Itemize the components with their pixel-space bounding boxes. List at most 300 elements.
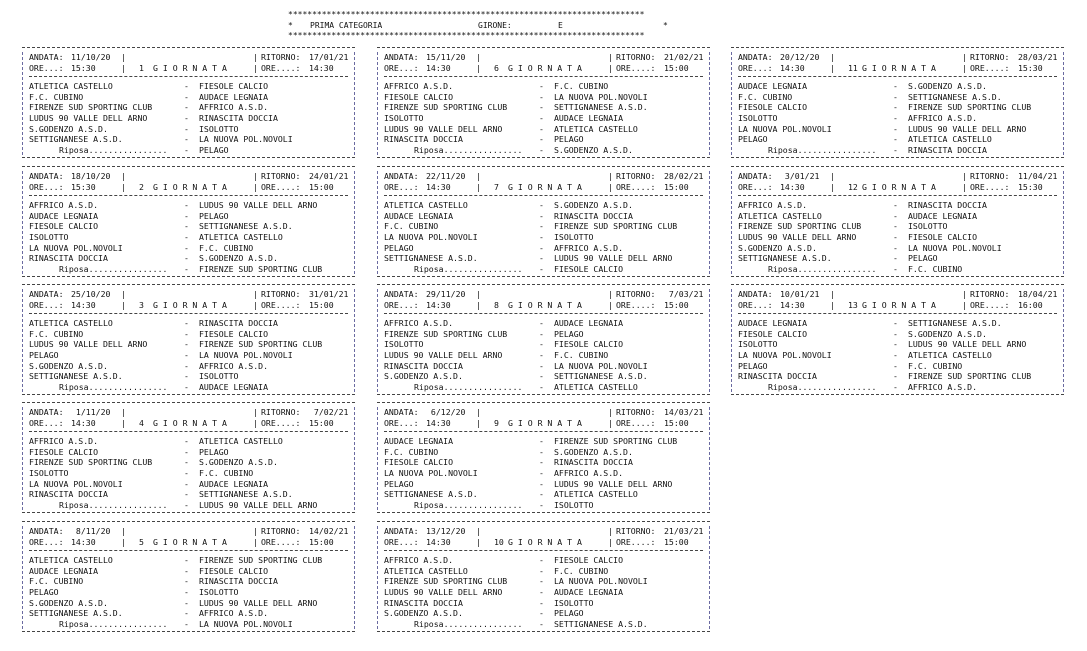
separator-glyph: | [476,536,481,547]
riposa-label: Riposa................ [768,263,877,274]
home-team: LUDUS 90 VALLE DELL ARNO [384,586,503,597]
riposa-row [29,145,348,156]
round-dates-row [738,52,1057,63]
separator-glyph: - [539,210,544,221]
separator-glyph: - [893,112,898,123]
home-team: ISOLOTTO [738,112,778,123]
round-card [731,44,1064,158]
home-team: FIRENZE SUD SPORTING CLUB [738,221,862,232]
andata-date: 6/12/20 [426,407,466,417]
ritorno-label: RITORNO: [261,526,301,536]
separator-glyph: - [539,597,544,608]
giornata-label: G I O R N A T A [508,62,582,73]
match-row [384,350,703,361]
match-row [738,253,1057,264]
ore-andata-label: ORE...: [29,181,64,192]
separator-glyph: - [539,499,544,510]
home-team: PELAGO [738,360,768,371]
round-number: 11 [848,62,858,73]
header-separator [29,195,348,196]
match-row [384,329,703,340]
round-dates-row [29,52,348,63]
separator-glyph: | [608,52,613,62]
riposa-label: Riposa................ [59,499,168,510]
home-team: RINASCITA DOCCIA [738,371,817,382]
away-team: FIRENZE SUD SPORTING CLUB [554,221,678,232]
girone-value: E [558,20,563,30]
riposa-label: Riposa................ [59,381,168,392]
away-team: AFFRICO A.S.D. [554,242,624,253]
separator-glyph: - [539,144,544,155]
away-team: SETTIGNANESE A.S.D. [908,91,1002,102]
giornata-label: G I O R N A T A [153,417,227,428]
match-row [384,566,703,577]
round-card-body [377,52,710,155]
match-row [29,608,348,619]
away-team: RINASCITA DOCCIA [199,576,278,587]
separator-glyph: - [539,565,544,576]
match-row [29,318,348,329]
match-row [384,102,703,113]
home-team: FIESOLE CALCIO [29,221,99,232]
match-row [29,576,348,587]
giornata-label: G I O R N A T A [508,181,582,192]
ritorno-label: RITORNO: [261,407,301,417]
away-team: PELAGO [554,608,584,619]
away-team: LUDUS 90 VALLE DELL ARNO [554,478,673,489]
separator-glyph: | [608,536,613,547]
separator-glyph: - [893,328,898,339]
home-team: ATLETICA CASTELLO [29,555,113,566]
home-team: LUDUS 90 VALLE DELL ARNO [384,349,503,360]
away-team: LA NUOVA POL.NOVOLI [554,91,648,102]
separator-glyph: - [893,318,898,329]
andata-label: ANDATA: [384,407,419,417]
giornata-label: G I O R N A T A [153,181,227,192]
andata-label: ANDATA: [384,52,419,62]
match-row [738,243,1057,254]
andata-label: ANDATA: [738,289,773,299]
header-title-row: * PRIMA CATEGORIA GIRONE: E * [288,20,668,30]
ore-ritorno-label: ORE....: [261,299,301,310]
match-row [384,92,703,103]
round-card-body [22,289,355,392]
separator-glyph: | [253,407,258,417]
away-team: AFFRICO A.S.D. [199,102,269,113]
separator-glyph: - [184,200,189,211]
separator-glyph: | [962,299,967,310]
match-row [738,81,1057,92]
match-row [29,253,348,264]
home-team: F.C. CUBINO [29,328,84,339]
match-row [384,436,703,447]
match-row [384,253,703,264]
andata-date: 11/10/20 [71,52,111,62]
away-team: ATLETICA CASTELLO [199,231,283,242]
round-card [377,281,710,395]
ore-andata-value: 15:30 [71,62,96,73]
round-dates-row [738,171,1057,182]
ritorno-date: 17/01/21 [309,52,349,62]
separator-glyph: | [121,526,126,536]
ritorno-date: 11/04/21 [1018,171,1058,181]
home-team: AFFRICO A.S.D. [384,555,454,566]
away-team: F.C. CUBINO [199,467,254,478]
match-row [384,608,703,619]
round-dates-row [29,171,348,182]
separator-glyph: - [539,81,544,92]
away-team: FIRENZE SUD SPORTING CLUB [908,102,1032,113]
away-team: PELAGO [199,446,229,457]
andata-label: ANDATA: [29,171,64,181]
away-team: FIRENZE SUD SPORTING CLUB [199,339,323,350]
match-row [384,555,703,566]
separator-glyph: - [539,221,544,232]
home-team: LA NUOVA POL.NOVOLI [738,349,832,360]
away-team: AFFRICO A.S.D. [199,360,269,371]
round-card [22,44,355,158]
separator-glyph: - [184,446,189,457]
ore-andata-value: 14:30 [426,299,451,310]
separator-glyph: | [253,171,258,181]
home-team: PELAGO [29,349,59,360]
away-team: F.C. CUBINO [199,242,254,253]
ritorno-label: RITORNO: [616,526,656,536]
separator-glyph: - [184,318,189,329]
separator-glyph: | [962,52,967,62]
round-card-body [377,171,710,274]
separator-glyph: - [184,608,189,619]
andata-label: ANDATA: [384,171,419,181]
separator-glyph: | [253,417,258,428]
round-dates-row [29,289,348,300]
home-team: FIRENZE SUD SPORTING CLUB [384,576,508,587]
away-team: LUDUS 90 VALLE DELL ARNO [199,597,318,608]
match-row [738,318,1057,329]
separator-glyph: - [184,381,189,392]
separator-glyph: - [184,144,189,155]
home-team: F.C. CUBINO [29,91,84,102]
ritorno-date: 7/03/21 [664,289,704,299]
match-row [738,329,1057,340]
ore-andata-label: ORE...: [384,536,419,547]
round-card-body [731,289,1064,392]
andata-date: 18/10/20 [71,171,111,181]
separator-glyph: - [184,328,189,339]
home-team: FIESOLE CALCIO [738,102,808,113]
home-team: LUDUS 90 VALLE DELL ARNO [29,339,148,350]
ore-andata-value: 14:30 [71,536,96,547]
separator-glyph: - [893,144,898,155]
match-row [384,468,703,479]
separator-glyph: - [893,360,898,371]
ore-andata-label: ORE...: [738,299,773,310]
away-team: FIRENZE SUD SPORTING CLUB [199,555,323,566]
round-times-row [29,182,348,193]
ore-andata-value: 14:30 [426,62,451,73]
home-team: ISOLOTTO [29,231,69,242]
round-card-body [377,289,710,392]
giornata-label: G I O R N A T A [153,536,227,547]
separator-glyph: - [539,478,544,489]
giornata-label: G I O R N A T A [508,417,582,428]
away-team: FIESOLE CALCIO [199,565,269,576]
ritorno-date: 14/02/21 [309,526,349,536]
riposa-row [384,619,703,630]
home-team: SETTIGNANESE A.S.D. [29,371,123,382]
away-team: FIESOLE CALCIO [199,81,269,92]
match-row [738,92,1057,103]
ritorno-label: RITORNO: [261,171,301,181]
separator-glyph: - [893,381,898,392]
ore-andata-label: ORE...: [738,181,773,192]
match-row [29,92,348,103]
round-dates-row [384,52,703,63]
separator-glyph: - [893,371,898,382]
ore-andata-label: ORE...: [29,299,64,310]
round-dates-row [384,171,703,182]
home-team: AUDACE LEGNAIA [384,436,454,447]
match-row [738,134,1057,145]
ore-andata-label: ORE...: [384,62,419,73]
riposa-team: S.GODENZO A.S.D. [554,144,633,155]
home-team: S.GODENZO A.S.D. [29,597,108,608]
match-row [384,134,703,145]
match-row [384,81,703,92]
separator-glyph: - [184,586,189,597]
separator-glyph: - [539,608,544,619]
match-row [384,232,703,243]
home-team: AUDACE LEGNAIA [738,318,808,329]
riposa-row [384,145,703,156]
round-card [22,399,355,513]
home-team: PELAGO [384,478,414,489]
home-team: ATLETICA CASTELLO [29,318,113,329]
match-row [29,113,348,124]
round-times-row [29,300,348,311]
separator-glyph: | [253,52,258,62]
riposa-label: Riposa................ [768,144,877,155]
away-team: FIESOLE CALCIO [908,231,978,242]
home-team: AFFRICO A.S.D. [384,318,454,329]
page-header [288,10,668,42]
away-team: ISOLOTTO [554,231,594,242]
match-row [29,211,348,222]
round-card-body [377,407,710,510]
separator-glyph: - [539,618,544,629]
header-separator [29,76,348,77]
separator-glyph: - [184,576,189,587]
separator-glyph: | [253,289,258,299]
giornata-label: G I O R N A T A [508,536,582,547]
ore-andata-label: ORE...: [29,536,64,547]
separator-glyph: - [184,134,189,145]
ore-ritorno-label: ORE....: [261,417,301,428]
match-row [384,124,703,135]
separator-glyph: | [476,299,481,310]
ritorno-date: 21/02/21 [664,52,704,62]
round-dates-row [384,407,703,418]
ore-ritorno-value: 14:30 [309,62,334,73]
separator-glyph: - [184,102,189,113]
home-team: LUDUS 90 VALLE DELL ARNO [29,112,148,123]
match-row [384,598,703,609]
home-team: S.GODENZO A.S.D. [738,242,817,253]
match-row [29,489,348,500]
separator-glyph: | [608,181,613,192]
separator-glyph: | [830,289,835,299]
card-bottom-border [731,276,1064,277]
separator-glyph: - [539,360,544,371]
round-times-row [738,63,1057,74]
away-team: ATLETICA CASTELLO [908,134,992,145]
away-team: ATLETICA CASTELLO [554,489,638,500]
away-team: PELAGO [554,328,584,339]
ore-ritorno-value: 15:00 [664,536,689,547]
home-team: AFFRICO A.S.D. [29,436,99,447]
ore-ritorno-value: 15:00 [664,417,689,428]
ritorno-label: RITORNO: [616,171,656,181]
riposa-row [29,264,348,275]
riposa-label: Riposa................ [59,263,168,274]
ore-ritorno-value: 15:00 [664,62,689,73]
header-separator [29,313,348,314]
ore-ritorno-label: ORE....: [616,181,656,192]
header-separator [384,313,703,314]
round-dates-row [384,289,703,300]
separator-glyph: - [893,349,898,360]
away-team: LUDUS 90 VALLE DELL ARNO [554,253,673,264]
match-row [738,221,1057,232]
riposa-team: SETTIGNANESE A.S.D. [554,618,648,629]
away-team: AUDACE LEGNAIA [554,586,624,597]
away-team: AUDACE LEGNAIA [199,478,269,489]
home-team: ISOLOTTO [738,339,778,350]
ore-ritorno-label: ORE....: [970,62,1010,73]
separator-glyph: - [539,112,544,123]
match-row [738,339,1057,350]
separator-glyph: - [184,339,189,350]
riposa-team: AUDACE LEGNAIA [199,381,269,392]
away-team: AFFRICO A.S.D. [908,112,978,123]
andata-label: ANDATA: [29,289,64,299]
away-team: LUDUS 90 VALLE DELL ARNO [908,123,1027,134]
separator-glyph: | [476,407,481,417]
separator-glyph: - [539,231,544,242]
separator-glyph: - [893,221,898,232]
card-bottom-border [377,631,710,632]
andata-date: 10/01/21 [780,289,820,299]
ore-andata-value: 14:30 [71,299,96,310]
ore-andata-value: 14:30 [426,181,451,192]
away-team: RINASCITA DOCCIA [199,318,278,329]
andata-date: 3/01/21 [780,171,820,181]
ore-ritorno-label: ORE....: [616,299,656,310]
round-dates-row [29,526,348,537]
andata-label: ANDATA: [29,526,64,536]
riposa-team: ISOLOTTO [554,499,594,510]
away-team: RINASCITA DOCCIA [554,457,633,468]
away-team: AFFRICO A.S.D. [554,467,624,478]
separator-glyph: - [539,134,544,145]
separator-glyph: - [184,242,189,253]
round-card [22,281,355,395]
separator-glyph: | [121,407,126,417]
separator-glyph: | [962,289,967,299]
separator-glyph: - [184,349,189,360]
away-team: SETTIGNANESE A.S.D. [199,489,293,500]
home-team: FIESOLE CALCIO [384,457,454,468]
away-team: ATLETICA CASTELLO [908,349,992,360]
home-team: ISOLOTTO [384,112,424,123]
separator-glyph: - [184,360,189,371]
home-team: SETTIGNANESE A.S.D. [738,253,832,264]
andata-date: 22/11/20 [426,171,466,181]
away-team: AUDACE LEGNAIA [554,318,624,329]
ore-ritorno-value: 15:00 [309,536,334,547]
separator-glyph: - [539,457,544,468]
match-row [29,134,348,145]
separator-glyph: - [184,112,189,123]
away-team: AUDACE LEGNAIA [199,91,269,102]
separator-glyph: | [476,289,481,299]
ritorno-label: RITORNO: [970,289,1010,299]
category-label: PRIMA CATEGORIA [310,20,383,30]
separator-glyph: | [121,52,126,62]
separator-glyph: | [476,526,481,536]
riposa-team: LA NUOVA POL.NOVOLI [199,618,293,629]
separator-glyph: | [121,171,126,181]
separator-glyph: - [184,210,189,221]
card-bottom-border [22,157,355,158]
ore-ritorno-value: 15:00 [664,181,689,192]
away-team: FIESOLE CALCIO [554,555,624,566]
card-bottom-border [377,157,710,158]
riposa-label: Riposa................ [414,381,523,392]
match-row [738,124,1057,135]
away-team: PELAGO [554,134,584,145]
away-team: ISOLOTTO [199,586,239,597]
away-team: LA NUOVA POL.NOVOLI [199,349,293,360]
separator-glyph: - [893,81,898,92]
away-team: LUDUS 90 VALLE DELL ARNO [908,339,1027,350]
ore-andata-label: ORE...: [29,417,64,428]
card-bottom-border [377,276,710,277]
separator-glyph: | [121,417,126,428]
header-separator [384,431,703,432]
home-team: FIRENZE SUD SPORTING CLUB [29,457,153,468]
separator-glyph: - [539,102,544,113]
separator-glyph: - [893,231,898,242]
match-row [29,124,348,135]
home-team: ATLETICA CASTELLO [29,81,113,92]
round-times-row [29,537,348,548]
separator-glyph: | [121,299,126,310]
separator-glyph: - [893,102,898,113]
card-bottom-border [731,157,1064,158]
away-team: S.GODENZO A.S.D. [199,457,278,468]
match-row [384,211,703,222]
separator-glyph: | [830,52,835,62]
andata-date: 25/10/20 [71,289,111,299]
ore-andata-value: 14:30 [426,536,451,547]
andata-label: ANDATA: [738,171,773,181]
round-times-row [29,63,348,74]
away-team: SETTIGNANESE A.S.D. [908,318,1002,329]
ritorno-label: RITORNO: [616,52,656,62]
ritorno-label: RITORNO: [616,407,656,417]
match-row [29,200,348,211]
